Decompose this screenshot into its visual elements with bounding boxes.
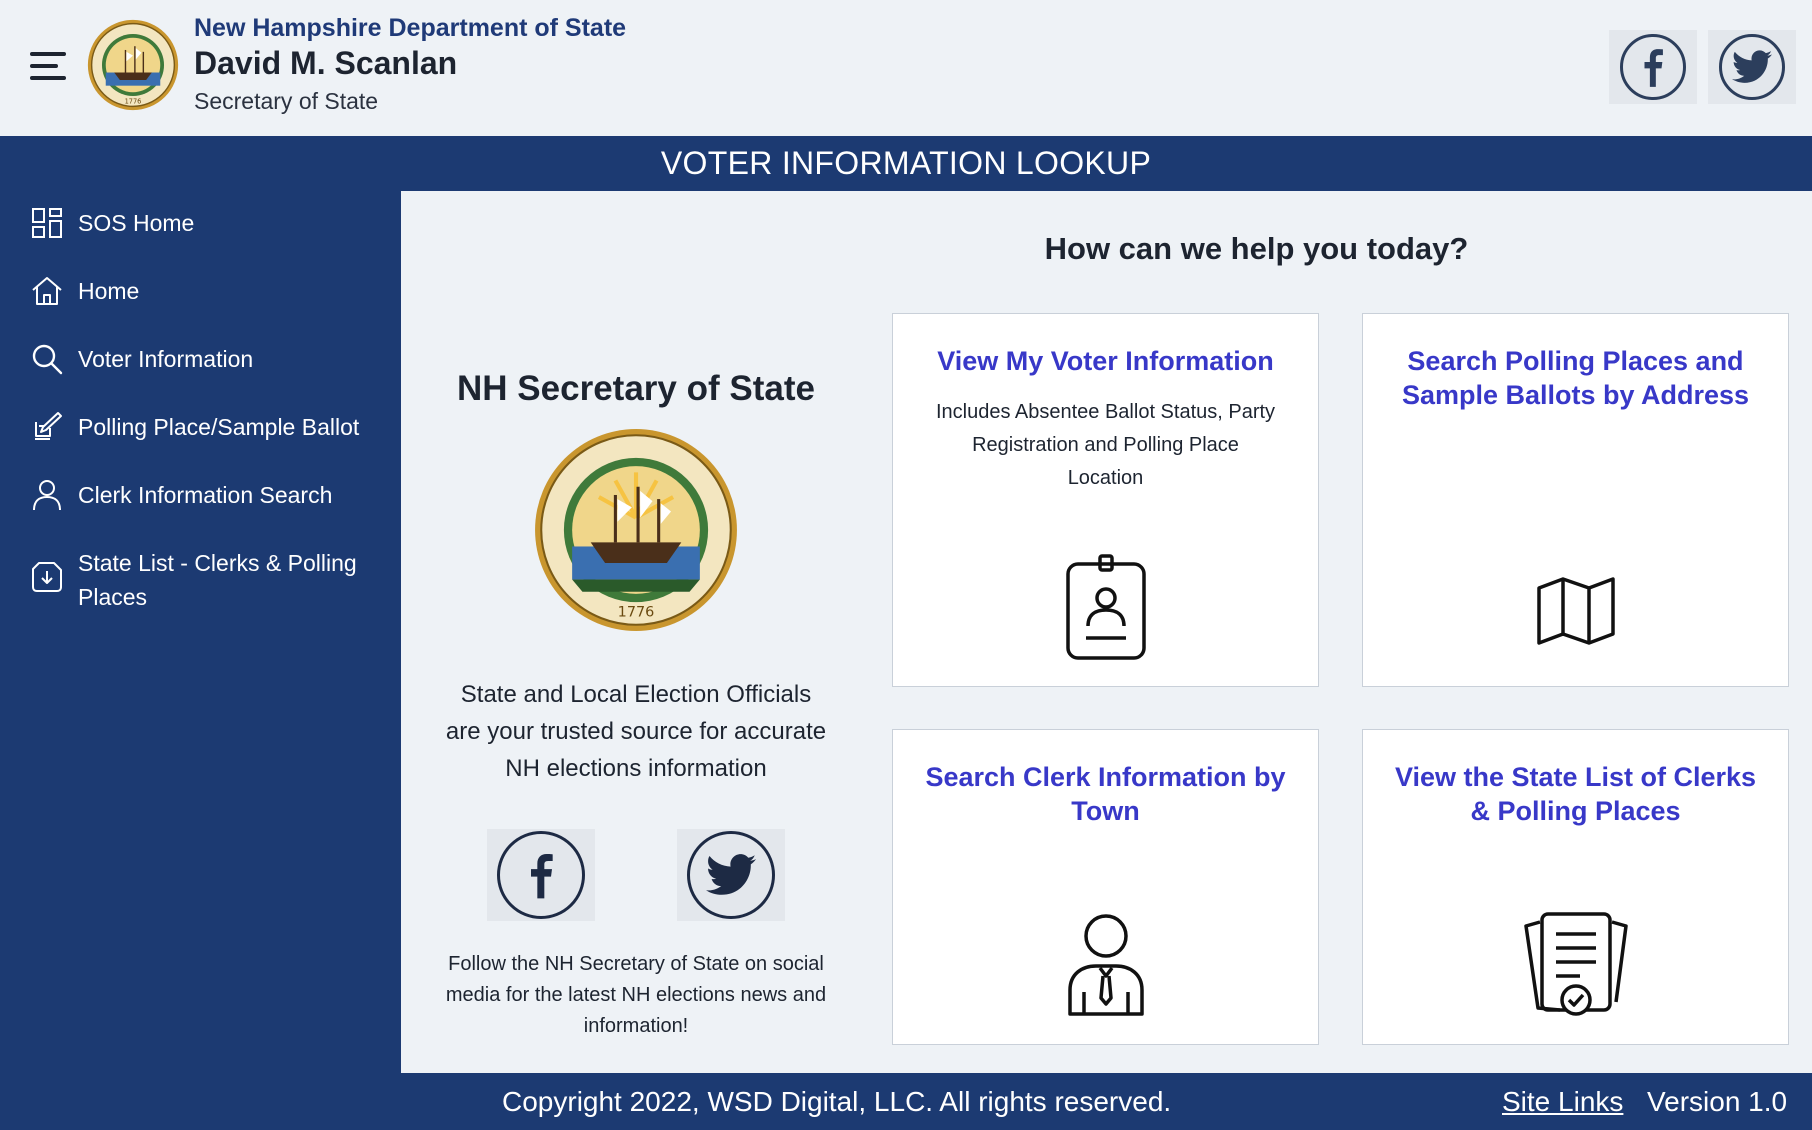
card-title: Search Polling Places and Sample Ballots by Address bbox=[1401, 346, 1750, 410]
clerk-person-icon bbox=[1066, 912, 1146, 1018]
state-seal-image bbox=[533, 427, 739, 633]
card-view-voter-information[interactable] bbox=[892, 313, 1319, 687]
dashboard-grid-icon bbox=[30, 206, 64, 240]
page-title-bar bbox=[0, 136, 1812, 191]
map-icon bbox=[1536, 576, 1616, 646]
page-title: VOTER INFORMATION LOOKUP bbox=[660, 145, 1152, 181]
sidebar-item-label: State List - Clerks & Polling Places bbox=[78, 550, 357, 610]
card-search-polling-places[interactable] bbox=[1362, 313, 1789, 687]
secretary-role: Secretary of State bbox=[194, 88, 379, 114]
follow-message: Follow the NH Secretary of State on social media for the latest NH elections news and information! bbox=[445, 953, 827, 1037]
card-title: View the State List of Clerks & Polling Places bbox=[1394, 762, 1757, 826]
secretary-name: David M. Scanlan bbox=[194, 45, 458, 81]
voter-id-badge-icon bbox=[1064, 554, 1148, 662]
department-name: New Hampshire Department of State bbox=[194, 14, 627, 42]
site-header bbox=[0, 0, 1812, 137]
sidebar-item-label: Polling Place/Sample Ballot bbox=[78, 414, 360, 440]
sidebar-item-home[interactable] bbox=[30, 274, 368, 308]
header-facebook-button[interactable] bbox=[1609, 30, 1697, 104]
sos-panel-title: NH Secretary of State bbox=[457, 369, 815, 408]
home-icon bbox=[30, 274, 64, 308]
version-text: Version 1.0 bbox=[1647, 1086, 1788, 1117]
card-title: View My Voter Information bbox=[937, 346, 1274, 376]
site-footer bbox=[0, 1073, 1812, 1130]
sidebar-nav bbox=[0, 191, 401, 1073]
twitter-icon bbox=[1732, 50, 1772, 84]
svg-text:1776: 1776 bbox=[124, 97, 142, 106]
help-heading: How can we help you today? bbox=[1044, 231, 1469, 266]
facebook-icon bbox=[1636, 47, 1670, 87]
download-document-icon bbox=[30, 560, 64, 594]
sidebar-item-clerk-search[interactable] bbox=[30, 478, 368, 512]
state-seal-logo bbox=[86, 18, 180, 112]
card-search-clerk-information[interactable] bbox=[892, 729, 1319, 1045]
sidebar-item-label: Clerk Information Search bbox=[78, 482, 333, 508]
facebook-icon bbox=[521, 851, 561, 899]
certified-document-icon bbox=[1520, 910, 1632, 1018]
panel-twitter-button[interactable] bbox=[677, 829, 785, 921]
header-twitter-button[interactable] bbox=[1708, 30, 1796, 104]
panel-facebook-button[interactable] bbox=[487, 829, 595, 921]
sidebar-item-sos-home[interactable] bbox=[30, 206, 368, 240]
sidebar-item-label: Home bbox=[78, 278, 140, 304]
card-description: Includes Absentee Ballot Status, Party Registration and Polling Place Location bbox=[935, 401, 1276, 489]
twitter-icon bbox=[706, 854, 756, 896]
copyright-text: Copyright 2022, WSD Digital, LLC. All rights reserved. bbox=[502, 1086, 1172, 1117]
officials-message: State and Local Election Officials are your trusted source for accurate NH elections information bbox=[445, 681, 827, 782]
sidebar-item-label: SOS Home bbox=[78, 210, 195, 236]
search-icon bbox=[30, 342, 64, 376]
sidebar-item-state-list[interactable] bbox=[30, 546, 368, 614]
person-icon bbox=[30, 478, 64, 512]
ballot-pen-icon bbox=[30, 410, 64, 444]
hamburger-menu-icon[interactable] bbox=[30, 52, 66, 80]
sidebar-item-voter-information[interactable] bbox=[30, 342, 368, 376]
sidebar-item-label: Voter Information bbox=[78, 346, 254, 372]
site-links-link[interactable]: Site Links bbox=[1502, 1086, 1624, 1117]
card-state-list-clerks[interactable] bbox=[1362, 729, 1789, 1045]
sidebar-item-polling-place[interactable] bbox=[30, 410, 368, 444]
svg-text:1776: 1776 bbox=[617, 604, 655, 621]
main-content bbox=[401, 191, 1812, 1073]
card-title: Search Clerk Information by Town bbox=[925, 762, 1286, 826]
